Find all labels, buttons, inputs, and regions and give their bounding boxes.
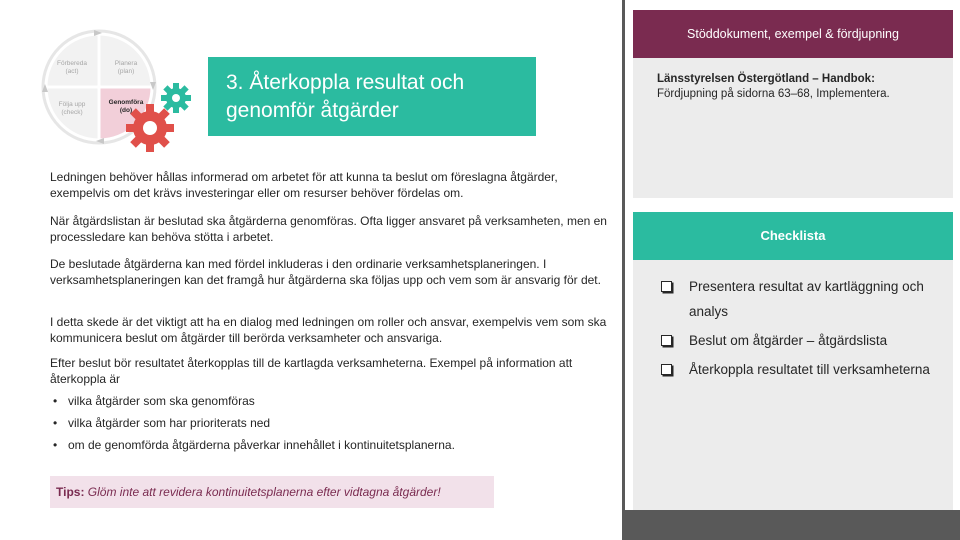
checklist [633, 260, 953, 510]
list-item: • vilka åtgärder som har prioriterats ned [50, 415, 610, 431]
gears-icon [124, 74, 206, 156]
checklist-item-label: Beslut om åtgärder – åtgärdslista [689, 333, 888, 348]
checklist-item[interactable] [659, 274, 949, 324]
page-title: 3. Återkoppla resultat och genomför åtgärder [226, 71, 465, 122]
reference-title: Länsstyrelsen Östergötland – Handbok: [657, 73, 875, 85]
tips-text: Glöm inte att revidera kontinuitetsplanerna efter vidtagna åtgärder! [87, 485, 441, 499]
checkbox-icon[interactable] [661, 364, 672, 375]
checklist-header: Checklista [633, 212, 953, 260]
list-item: • vilka åtgärder som ska genomföras [50, 393, 610, 409]
checklist-item-label: Återkoppla resultatet till verksamheterna [689, 362, 930, 377]
paragraph-management: Ledningen behöver hållas informerad om arbetet för att kunna ta beslut om föreslagna åtgärder, exempelvis om det krävs investeringar eller om resurser behöver fördelas om. [50, 170, 558, 200]
title-banner [208, 57, 536, 136]
tips-box [50, 476, 494, 508]
wheel-label-do: Genomföra (do) [108, 99, 144, 114]
checklist-item[interactable] [659, 357, 949, 382]
feedback-bullet-list [50, 393, 610, 459]
wheel-label-check: Följa upp (check) [58, 101, 86, 116]
paragraph-planning: De beslutade åtgärderna kan med fördel inkluderas i den ordinarie verksamhetsplaneringen. I verksamhetsplaneringen kan det framgå hur åtgärderna ska följas upp och vem som är ansvarig för det. [50, 257, 601, 287]
paragraph-dialog: I detta skede är det viktigt att ha en dialog med ledningen om roller och ansvar, exempelvis vem som ska kommunicera beslut om åtgärder till berörda verksamheter och ansvariga. [50, 315, 607, 345]
paragraph-implementation: När åtgärdslistan är beslutad ska åtgärderna genomföras. Ofta ligger ansvaret på verksamheten, men en processledare kan behöva stötta i arbetet. [50, 214, 607, 244]
wheel-label-act: Förbereda (act) [57, 60, 87, 75]
wheel-label-plan: Planera (plan) [114, 60, 138, 75]
reference-box [633, 58, 953, 198]
reference-text: Fördjupning på sidorna 63–68, Implementera. [657, 88, 890, 100]
support-header: Stöddokument, exempel & fördjupning [633, 10, 953, 58]
panel-bottom-bar [625, 510, 960, 540]
checkbox-icon[interactable] [661, 281, 672, 292]
list-item: • om de genomförda åtgärderna påverkar innehållet i kontinuitetsplanerna. [50, 437, 610, 453]
checklist-item[interactable] [659, 328, 949, 353]
checklist-item-label: Presentera resultat av kartläggning och analys [689, 279, 924, 319]
checkbox-icon[interactable] [661, 335, 672, 346]
support-panel [622, 0, 960, 540]
tips-label: Tips: [56, 485, 85, 499]
paragraph-feedback: Efter beslut bör resultatet återkopplas till de kartlagda verksamheterna. Exempel på information att återkoppla är [50, 356, 573, 386]
